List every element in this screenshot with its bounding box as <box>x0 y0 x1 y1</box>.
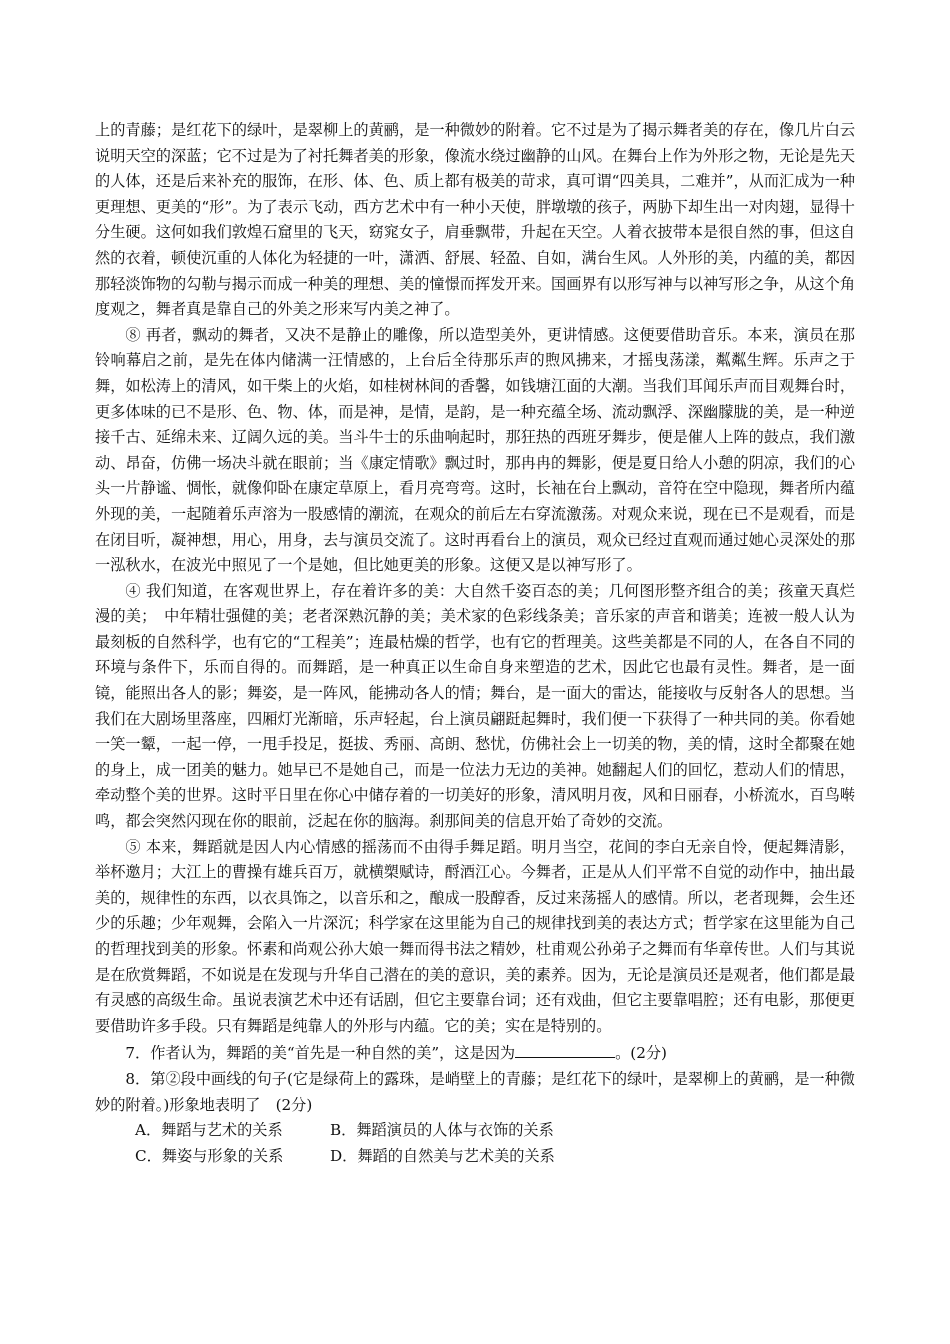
option-d[interactable]: D．舞蹈的自然美与艺术美的关系 <box>330 1146 555 1165</box>
question-8: 8．第②段中画线的句子(它是绿荷上的露珠，是峭壁上的青藤；是红花下的绿叶，是翠柳上的黄鹂，是一种微妙的附着。)形象地表明了 (2分) <box>95 1069 855 1114</box>
document-page <box>95 118 855 1169</box>
question-8-options <box>95 1118 855 1169</box>
option-c[interactable]: C．舞姿与形象的关系 <box>135 1146 284 1165</box>
question-7-answer-blank[interactable] <box>515 1039 615 1058</box>
options-row-1 <box>95 1118 855 1144</box>
paragraph-2-continued: 上的青藤；是红花下的绿叶，是翠柳上的黄鹂，是一种微妙的附着。它不过是为了揭示舞者美的存在，像几片白云说明天空的深蓝；它不过是为了衬托舞者美的形象，像流水绕过幽静的山风。在舞台上作为外形之物，无论是先天的人体，还是后来补充的服饰，在形、体、色、质上都有极美的苛求，真可谓“四美具，二难并”，从而汇成为一种更理想、更美的“形”。为了表示飞动，西方艺术中有一种小天使，胖墩墩的孩子，两胁下却生出一对肉翅，显得十分生硬。这何如我们敦煌石窟里的飞天，窈窕女子，肩垂飘带，升起在天空。人着衣披带本是很自然的事，但这自然的衣着，顿使沉重的人体化为轻捷的一叶，潇洒、舒展、轻盈、自如，满台生风。人外形的美，内蕴的美，都因那轻淡饰物的勾勒与揭示而成一种美的理想、美的憧憬而挥发开来。国画界有以形写神与以神写形之争，从这个角度观之，舞者真是靠自己的外美之形来写内美之神了。 <box>95 121 855 319</box>
question-7-score: 。(2分) <box>615 1044 667 1063</box>
option-b[interactable]: B．舞蹈演员的人体与衣饰的关系 <box>330 1121 554 1140</box>
question-7-stem: 7．作者认为，舞蹈的美“首先是一种自然的美”，这是因为 <box>125 1044 516 1063</box>
option-a[interactable]: A．舞蹈与艺术的关系 <box>135 1121 283 1140</box>
options-row-2 <box>95 1144 855 1170</box>
paragraph-4: ④ 我们知道，在客观世界上，存在着许多的美：大自然千姿百态的美；几何图形整齐组合的美；孩童天真烂漫的美； 中年精壮强健的美；老者深熟沉静的美；美术家的色彩线条美；音乐家的声音和谐美；连被一般人认为最刻板的自然科学，也有它的“工程美”；连最枯燥的哲学，也有它的哲理美。这些美都是不同的人，在各自不同的环境与条件下，乐而自得的。而舞蹈，是一种真正以生命自身来塑造的艺术，因此它也最有灵性。舞者，是一面镜，能照出各人的影；舞姿，是一阵风，能拂动各人的情；舞台，是一面大的雷达，能接收与反射各人的思想。当我们在大剧场里落座，四厢灯光渐暗，乐声轻起，台上演员翩跹起舞时，我们便一下获得了一种共同的美。你看她一笑一颦，一起一停，一甩手投足，挺拔、秀丽、高朗、愁忧，仿佛社会上一切美的物，美的情，这时全都聚在她的身上，成一团美的魅力。她早已不是她自己，而是一位法力无边的美神。她翻起人们的回忆，惹动人们的情思，牵动整个美的世界。这时平日里在你心中储存着的一切美好的形象，清风明月夜，风和日丽春，小桥流水，百鸟啭鸣，都会突然闪现在你的眼前，泛起在你的脑海。刹那间美的信息开始了奇妙的交流。 <box>95 581 855 831</box>
paragraph-5: ⑤ 本来，舞蹈就是因人内心情感的摇荡而不由得手舞足蹈。明月当空，花间的李白无亲自怜，便起舞清影，举杯邀月；大江上的曹操有雄兵百万，就横槊赋诗，酹酒江心。今舞者，正是从人们平常不自觉的动作中，抽出最美的，规律性的东西，以衣具饰之，以音乐和之，酿成一股醇香，反过来荡摇人的感情。所以，老者现舞，会生还少的乐趣；少年观舞，会陷入一片深沉；科学家在这里能为自己的规律找到美的表达方式；哲学家在这里能为自己的哲理找到美的形象。怀素和尚观公孙大娘一舞而得书法之精妙，杜甫观公孙弟子之舞而有华章传世。人们与其说是在欣赏舞蹈，不如说是在发现与升华自己潜在的美的意识，美的素养。因为，无论是演员还是观者，他们都是最有灵感的高级生命。虽说表演艺术中还有话剧，但它主要靠台词；还有戏曲，但它主要靠唱腔；还有电影，那便更要借助许多手段。只有舞蹈是纯靠人的外形与内蕴。它的美；实在是特别的。 <box>95 837 855 1035</box>
question-7 <box>95 1039 855 1067</box>
paragraph-3: ⑧ 再者，飘动的舞者，又决不是静止的雕像，所以造型美外，更讲情感。这便要借助音乐。本来，演员在那铃响幕启之前，是先在体内储满一汪情感的，上台后全待那乐声的煦风拂来，才摇曳荡漾，粼粼生辉。乐声之于舞，如松涛上的清风，如干柴上的火焰，如桂树林间的香馨，如钱塘江面的大潮。当我们耳闻乐声而目观舞台时，更多体味的已不是形、色、物、体，而是神，是情，是韵，是一种充蕴全场、流动飘浮、深幽朦胧的美，是一种逆接千古、延绵未来、辽阔久远的美。当斗牛士的乐曲响起时，那狂热的西班牙舞步，便是催人上阵的鼓点，我们激动、昂奋，仿佛一场决斗就在眼前；当《康定情歌》飘过时，那冉冉的舞影，便是夏日给人小憩的阴凉，我们的心头一片静谧、惆怅，就像仰卧在康定草原上，看月亮弯弯。这时，长袖在台上飘动，音符在空中隐现，舞者所内蕴外现的美，一起随着乐声溶为一股感情的潮流，在观众的前后左右穿流激荡。对观众来说，现在已不是观看，而是在闭目听，凝神想，用心，用身，去与演员交流了。这时再看台上的演员，观众已经过直观而通过她心灵深处的那一泓秋水，在波光中照见了一个是她，但比她更美的形象。这便又是以神写形了。 <box>95 325 855 575</box>
